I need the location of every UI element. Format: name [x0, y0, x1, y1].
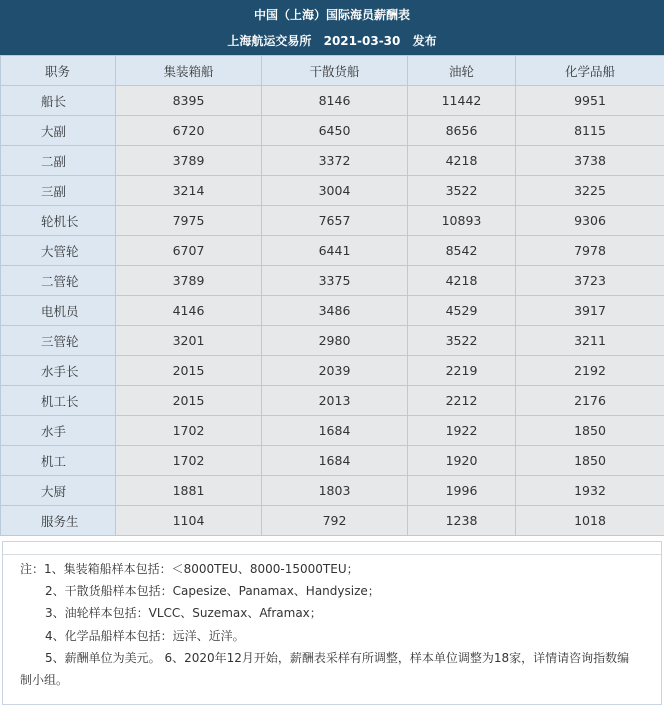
- salary-cell: 4218: [408, 146, 516, 176]
- salary-cell: 3214: [116, 176, 262, 206]
- table-row: [1, 506, 664, 536]
- role-cell: 电机员: [1, 296, 116, 326]
- role-cell: 水手: [1, 416, 116, 446]
- salary-table: [0, 55, 664, 536]
- salary-cell: 3004: [262, 176, 408, 206]
- column-header: 干散货船: [262, 56, 408, 86]
- salary-cell: 6720: [116, 116, 262, 146]
- role-cell: 机工长: [1, 386, 116, 416]
- salary-cell: 1932: [516, 476, 664, 506]
- salary-cell: 3211: [516, 326, 664, 356]
- column-header: 集装箱船: [116, 56, 262, 86]
- salary-cell: 2219: [408, 356, 516, 386]
- salary-cell: 6707: [116, 236, 262, 266]
- salary-cell: 2176: [516, 386, 664, 416]
- salary-cell: 3522: [408, 326, 516, 356]
- table-row: [1, 296, 664, 326]
- salary-cell: 2039: [262, 356, 408, 386]
- role-cell: 大管轮: [1, 236, 116, 266]
- role-cell: 大厨: [1, 476, 116, 506]
- salary-cell: 3375: [262, 266, 408, 296]
- table-row: [1, 326, 664, 356]
- salary-cell: 8656: [408, 116, 516, 146]
- salary-cell: 2980: [262, 326, 408, 356]
- salary-cell: 1684: [262, 446, 408, 476]
- note-6: 制小组。: [20, 673, 69, 687]
- salary-cell: 3225: [516, 176, 664, 206]
- salary-cell: 8115: [516, 116, 664, 146]
- note-5: 5、薪酬单位为美元。 6、2020年12月开始，薪酬表采样有所调整，样本单位调整为18家，详情请咨询指数编: [45, 651, 630, 665]
- salary-cell: 1702: [116, 416, 262, 446]
- column-header: 油轮: [408, 56, 516, 86]
- role-cell: 大副: [1, 116, 116, 146]
- role-cell: 服务生: [1, 506, 116, 536]
- salary-cell: 1238: [408, 506, 516, 536]
- table-row: [1, 176, 664, 206]
- role-cell: 三副: [1, 176, 116, 206]
- salary-cell: 2015: [116, 386, 262, 416]
- table-row: [1, 266, 664, 296]
- table-row: [1, 206, 664, 236]
- note-4: 4、化学品船样本包括：远洋、近洋。: [45, 629, 245, 643]
- salary-cell: 4146: [116, 296, 262, 326]
- salary-cell: 3789: [116, 146, 262, 176]
- publisher-name: 上海航运交易所: [227, 34, 312, 48]
- salary-cell: 1922: [408, 416, 516, 446]
- salary-cell: 3789: [116, 266, 262, 296]
- table-row: [1, 236, 664, 266]
- salary-cell: 1850: [516, 446, 664, 476]
- role-cell: 三管轮: [1, 326, 116, 356]
- salary-cell: 2212: [408, 386, 516, 416]
- salary-cell: 792: [262, 506, 408, 536]
- salary-cell: 3486: [262, 296, 408, 326]
- salary-cell: 3522: [408, 176, 516, 206]
- role-cell: 机工: [1, 446, 116, 476]
- table-row: [1, 146, 664, 176]
- notes-divider: [3, 554, 661, 555]
- salary-cell: 7975: [116, 206, 262, 236]
- salary-cell: 1920: [408, 446, 516, 476]
- role-cell: 二副: [1, 146, 116, 176]
- salary-cell: 8395: [116, 86, 262, 116]
- salary-cell: 11442: [408, 86, 516, 116]
- column-header-row: [1, 56, 664, 86]
- salary-cell: 7657: [262, 206, 408, 236]
- column-header: 职务: [1, 56, 116, 86]
- notes-box: [2, 541, 662, 705]
- salary-cell: 3738: [516, 146, 664, 176]
- salary-cell: 2192: [516, 356, 664, 386]
- table-subtitle: [1, 22, 663, 48]
- salary-cell: 3372: [262, 146, 408, 176]
- salary-cell: 1684: [262, 416, 408, 446]
- salary-cell: 3201: [116, 326, 262, 356]
- salary-cell: 7978: [516, 236, 664, 266]
- role-cell: 船长: [1, 86, 116, 116]
- salary-cell: 3917: [516, 296, 664, 326]
- table-header: [0, 0, 664, 55]
- salary-cell: 10893: [408, 206, 516, 236]
- salary-cell: 1881: [116, 476, 262, 506]
- column-header: 化学品船: [516, 56, 664, 86]
- table-row: [1, 446, 664, 476]
- publish-action: 发布: [412, 34, 437, 48]
- salary-cell: 1850: [516, 416, 664, 446]
- salary-cell: 9306: [516, 206, 664, 236]
- salary-cell: 4529: [408, 296, 516, 326]
- note-1: 注：1、集装箱船样本包括：＜8000TEU、8000-15000TEU；: [20, 562, 359, 576]
- salary-cell: 1702: [116, 446, 262, 476]
- role-cell: 轮机长: [1, 206, 116, 236]
- note-2: 2、干散货船样本包括：Capesize、Panamax、Handysize；: [45, 584, 380, 598]
- role-cell: 水手长: [1, 356, 116, 386]
- salary-cell: 4218: [408, 266, 516, 296]
- table-title: 中国（上海）国际海员薪酬表: [253, 8, 410, 22]
- table-row: [1, 116, 664, 146]
- salary-cell: 1803: [262, 476, 408, 506]
- table-row: [1, 416, 664, 446]
- table-row: [1, 476, 664, 506]
- table-row: [1, 386, 664, 416]
- table-row: [1, 356, 664, 386]
- salary-cell: 6441: [262, 236, 408, 266]
- salary-cell: 8146: [262, 86, 408, 116]
- salary-cell: 2015: [116, 356, 262, 386]
- salary-cell: 2013: [262, 386, 408, 416]
- salary-cell: 1104: [116, 506, 262, 536]
- salary-cell: 6450: [262, 116, 408, 146]
- note-3: 3、油轮样本包括：VLCC、Suzemax、Aframax；: [45, 606, 322, 620]
- salary-cell: 8542: [408, 236, 516, 266]
- role-cell: 二管轮: [1, 266, 116, 296]
- salary-cell: 9951: [516, 86, 664, 116]
- publish-date: 2021-03-30: [323, 34, 401, 48]
- table-row: [1, 86, 664, 116]
- salary-cell: 3723: [516, 266, 664, 296]
- salary-cell: 1018: [516, 506, 664, 536]
- salary-cell: 1996: [408, 476, 516, 506]
